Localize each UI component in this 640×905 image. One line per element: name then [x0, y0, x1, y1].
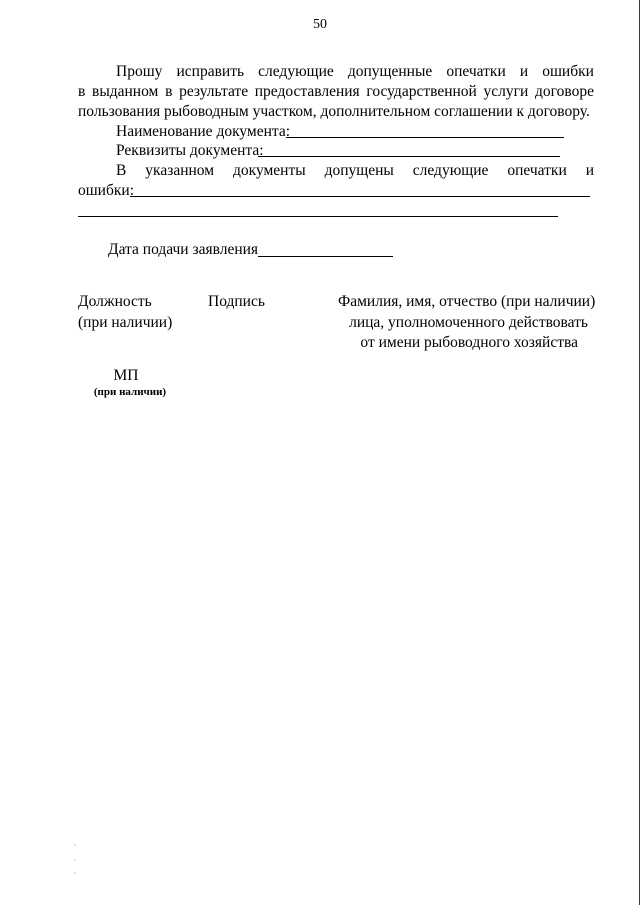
- word: выданном: [92, 83, 159, 100]
- paragraph-line-2: [78, 84, 594, 100]
- errors-field-line-1[interactable]: [130, 196, 590, 197]
- stamp-label: МП: [113, 367, 139, 384]
- word: в: [78, 83, 86, 100]
- errors-label: ошибки:: [78, 182, 134, 199]
- word: государственной: [366, 83, 477, 100]
- word: следующие: [412, 162, 489, 179]
- word: допущены: [324, 162, 394, 179]
- scan-marks: [74, 840, 76, 880]
- word: следующие: [258, 63, 334, 80]
- submission-date-field[interactable]: [258, 256, 393, 257]
- word: документы: [233, 162, 306, 179]
- errors-line: [116, 163, 594, 179]
- paragraph-line-1: [116, 64, 594, 80]
- word: предоставления: [254, 83, 360, 100]
- signature-label: Подпись: [208, 293, 265, 310]
- page-number: 50: [313, 17, 327, 32]
- word: в: [165, 83, 173, 100]
- word: и: [519, 63, 529, 80]
- word: услуги: [483, 83, 529, 100]
- word: Прошу: [116, 63, 163, 80]
- word: результате: [179, 83, 249, 100]
- word: указанном: [145, 162, 215, 179]
- word: договоре: [535, 83, 594, 100]
- word: В: [116, 162, 127, 179]
- fio-line-2: лица, уполномоченного действовать: [349, 314, 588, 331]
- errors-field-line-2[interactable]: [78, 216, 558, 217]
- document-name-field[interactable]: [286, 137, 564, 138]
- submission-date-label: Дата подачи заявления: [108, 241, 259, 258]
- position-label: Должность: [78, 293, 152, 310]
- fio-line-3: от имени рыбоводного хозяйства: [360, 334, 578, 351]
- word: опечатки: [446, 63, 506, 80]
- fio-line-1: Фамилия, имя, отчество (при наличии): [338, 293, 596, 310]
- document-details-label: Реквизиты документа:: [116, 142, 264, 159]
- stamp-note: (при наличии): [93, 386, 167, 398]
- document-name-label: Наименование документа:: [116, 123, 291, 140]
- word: опечатки: [507, 162, 567, 179]
- word: и: [585, 162, 594, 179]
- paragraph-line-3: пользования рыбоводным участком, дополнительном соглашении к договору.: [78, 103, 590, 120]
- document-details-field[interactable]: [258, 156, 560, 157]
- word: допущенные: [347, 63, 433, 80]
- word: ошибки: [542, 63, 594, 80]
- word: исправить: [176, 63, 245, 80]
- position-note: (при наличии): [78, 314, 173, 331]
